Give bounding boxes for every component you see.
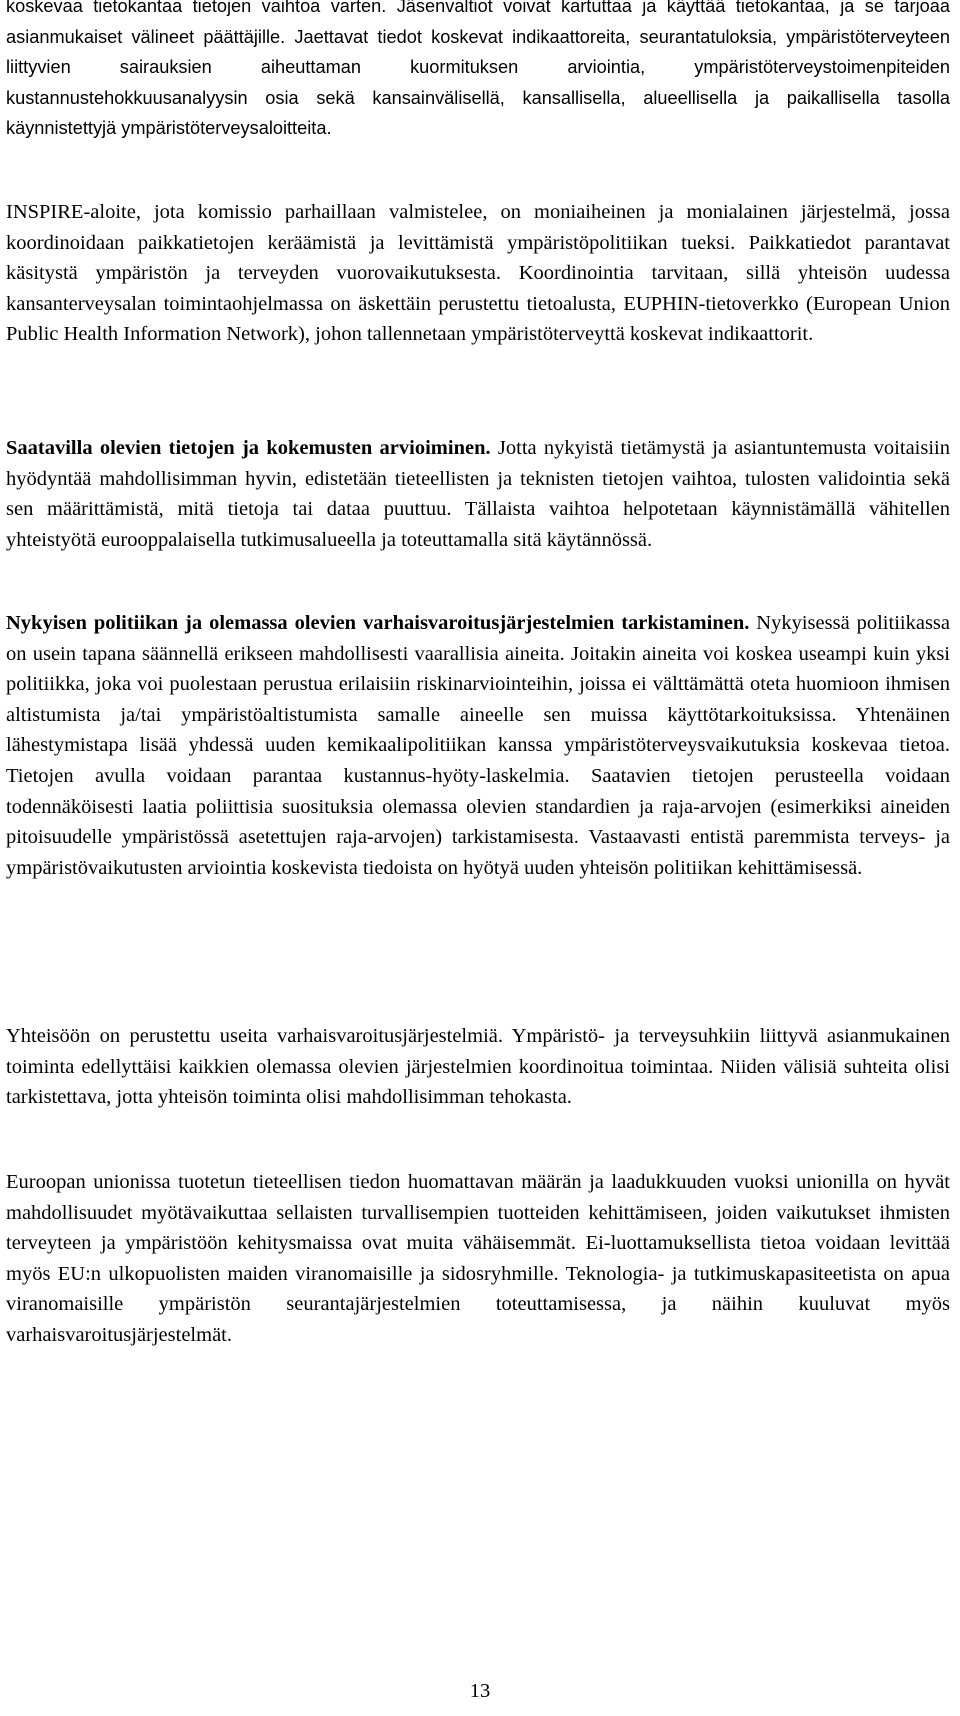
paragraph-eu-knowledge: Euroopan unionissa tuotetun tieteellisen tiedon huomattavan määrän ja laadukkuuden vuoksi unionilla on hyvät mahdollisuudet myötävaikuttaa sellaisten turvallisempien tuotteiden kehittämiseen, joiden vaikutukset ihmisten terveyteen ja ympäristöön kehitysmaissa ovat muita vähäisemmät. Ei-luottamuksellista tietoa voidaan levittää myös EU:n ulkopuolisten maiden viranomaisille ja sidosryhmille. Teknologia- ja tutkimuskapasiteetista on apua viranomaisille ympäristön seurantajärjestelmien toteuttamisessa, ja näihin kuuluvat myös varhaisvaroitusjärjestelmät. (6, 1171, 950, 1346)
paragraph-policy-review-heading: Nykyisen politiikan ja olemassa olevien varhaisvaroitusjärjestelmien tarkistaminen. (6, 612, 750, 634)
paragraph-data-sharing: koskevaa tietokantaa tietojen vaihtoa varten. Jäsenvaltiot voivat kartuttaa ja käyttää tietokantaa, ja se tarjoaa asianmukaiset välineet päättäjille. Jaettavat tiedot koskevat indikaattoreita, seurantatuloksia, ympäristöterveyteen liittyvien sairauksien aiheuttaman kuormituksen arviointia, ympäristöterveystoimenpiteiden kustannustehokkuusanalyysin osia sekä kansainvälisellä, kansallisella, alueellisella ja paikallisella tasolla käynnistettyjä ympäristöterveysaloitteita. (6, 0, 950, 139)
paragraph-policy-review-body: Nykyisessä politiikassa on usein tapana säännellä erikseen mahdollisesti vaarallisia aineita. Joitakin aineita voi koskea useampi kuin yksi politiikka, joka voi puolestaan perustua erilaisiin riskinarviointeihin, joissa ei välttämättä oteta huomioon ihmisen altistumista ja/tai ympäristöaltistumista samalle aineelle sen muissa käyttötarkoituksissa. Yhtenäinen lähestymistapa lisää yhdessä uuden kemikaalipolitiikan kanssa ympäristöterveysvaikutuksia koskevaa tietoa. Tietojen avulla voidaan parantaa kustannus-hyöty-laskelmia. Saatavien tietojen perusteella voidaan todennäköisesti laatia poliittisia suosituksia olemassa olevien standardien ja raja-arvojen (esimerkiksi aineiden pitoisuudelle ympäristössä asetettujen raja-arvojen) tarkistamisesta. Vastaavasti entistä paremmista terveys- ja ympäristövaikutusten arviointia koskevista tiedoista on hyötyä uuden yhteisön politiikan kehittämisessä. (6, 612, 950, 879)
paragraph-assessment-heading: Saatavilla olevien tietojen ja kokemusten arvioiminen. (6, 437, 491, 459)
paragraph-inspire: INSPIRE-aloite, jota komissio parhaillaan valmistelee, on moniaiheinen ja monialainen järjestelmä, jossa koordinoidaan paikkatietojen keräämistä ja levittämistä ympäristöpolitiikan tueksi. Paikkatiedot parantavat käsitystä ympäristön ja terveyden vuorovaikutuksesta. Koordinointia tarvitaan, sillä yhteisön uudessa kansanterveysalan toimintaohjelmassa on äskettäin perustettu tietoalusta, EUPHIN-tietoverkko (European Union Public Health Information Network), johon tallennetaan ympäristöterveyttä koskevat indikaattorit. (6, 201, 950, 346)
paragraph-assessment-body: Jotta nykyistä tietämystä ja asiantuntemusta voitaisiin hyödyntää mahdollisimman hyvin, edistetään tieteellisten ja teknisten tietojen vaihtoa, tulosten validointia sekä sen määrittämistä, mitä tietoja tai dataa puuttuu. Tällaista vaihtoa helpotetaan käynnistämällä vähitellen yhteistyötä eurooppalaisella tutkimusalueella ja toteuttamalla sitä käytännössä. (6, 437, 950, 551)
paragraph-policy-review (6, 608, 950, 883)
page-number: 13 (469, 1680, 491, 1702)
paragraph-early-warning: Yhteisöön on perustettu useita varhaisvaroitusjärjestelmiä. Ympäristö- ja terveysuhkiin liittyvä asianmukainen toiminta edellyttäisi kaikkien olemassa olevien järjestelmien koordinoitua toimintaa. Niiden välisiä suhteita olisi tarkistettava, jotta yhteisön toiminta olisi mahdollisimman tehokasta. (6, 1025, 950, 1109)
paragraph-assessment (6, 433, 950, 555)
